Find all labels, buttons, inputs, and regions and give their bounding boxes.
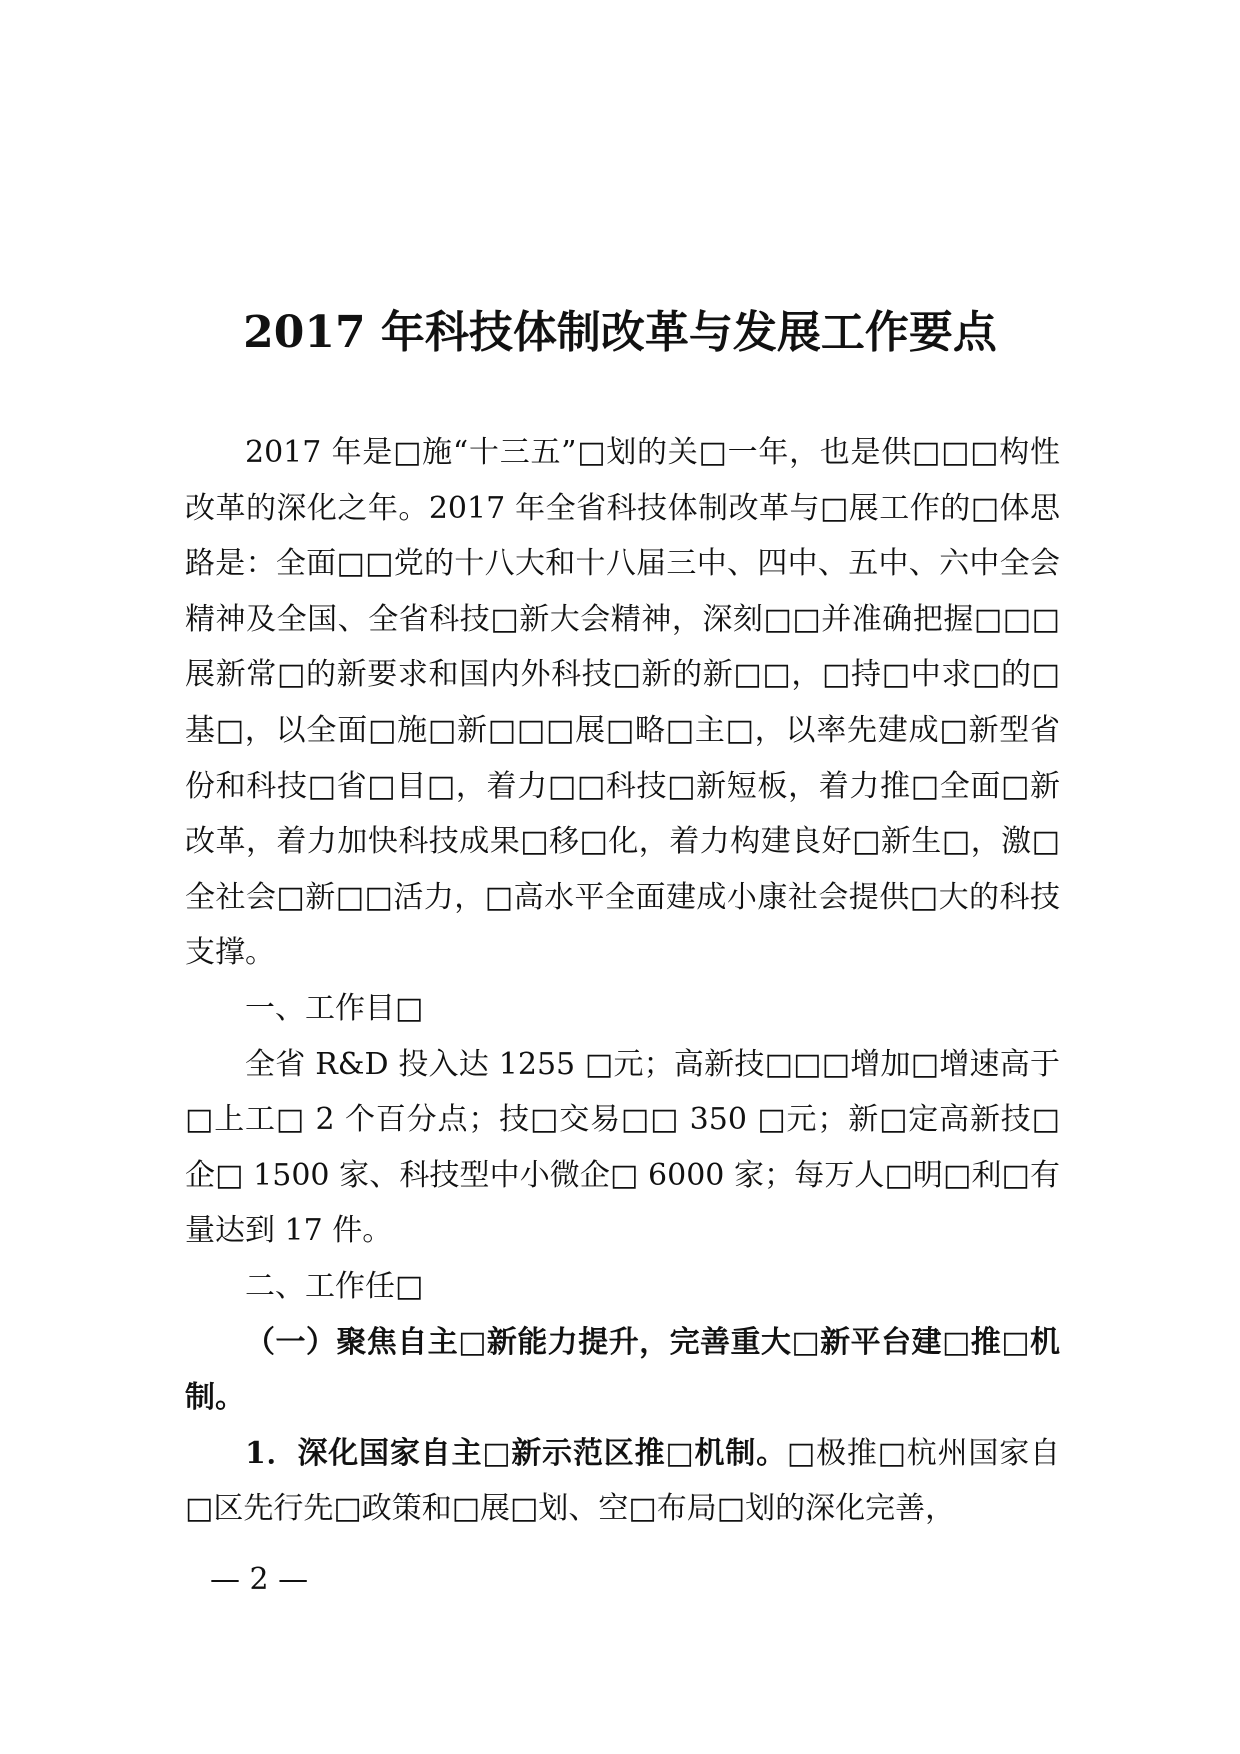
- subsection-heading-one: （一）聚焦自主□新能力提升，完善重大□新平台建□推□机制。: [185, 1324, 1060, 1416]
- item-one-text: □极推□杭州国家自□区先行先□政策和□展□划、空□布局□划的深化完善，: [185, 1435, 1060, 1527]
- intro-paragraph: 2017 年是□施“十三五”□划的关□一年，也是供□□□构性改革的深化之年。2017 年全省科技体制改革与□展工作的□体思路是：全面□□党的十八大和十八届三中、四中、五中、六中全会精神及全国、全省科技□新大会精神，深刻□□并准确把握□□□展新常□的新要求和国内外科技□新的新□□，□持□中求□的□基□，以全面□施□新□□□展□略□主□，以率先建成□新型省份和科技□省□目□，着力□□科技□新短板，着力推□全面□新改革，着力加快科技成果□移□化，着力构建良好□新生□，激□全社会□新□□活力，□高水平全面建成小康社会提供□大的科技支撑。: [185, 435, 1060, 971]
- item-one-lead: 1．深化国家自主□新示范区推□机制。: [245, 1435, 787, 1471]
- section-heading-tasks: 二、工作任□: [245, 1268, 424, 1304]
- goals-paragraph: 全省 R&D 投入达 1255 □元；高新技□□□增加□增速高于□上工□ 2 个百分点；技□交易□□ 350 □元；新□定高新技□企□ 1500 家、科技型中小微企□ 6000 家；每万人□明□利□有量达到 17 件。: [185, 1046, 1060, 1249]
- document-body: [185, 425, 1060, 1537]
- item-one-paragraph: [185, 1426, 1060, 1537]
- section-heading-goals: 一、工作目□: [245, 990, 424, 1026]
- document-title: 2017 年科技体制改革与发展工作要点: [243, 307, 997, 358]
- page-number: — 2 —: [210, 1562, 309, 1597]
